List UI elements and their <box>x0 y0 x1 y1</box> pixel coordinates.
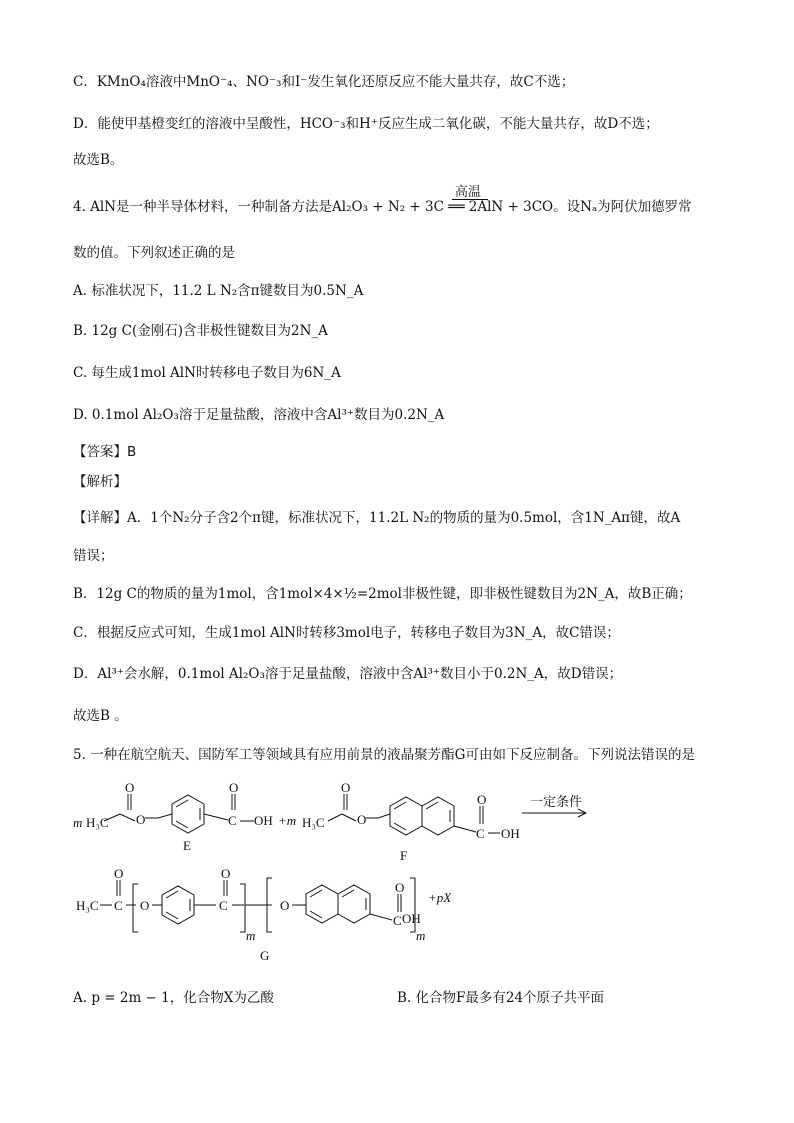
q4-reaction-condition: 高温 <box>455 185 482 200</box>
methyl-f: H₃C <box>302 815 325 830</box>
detail-a-continued: 错误； <box>73 548 114 564</box>
option-d-previous: D．能使甲基橙变红的溶液中呈酸性，HCO⁻₃和H⁺反应生成二氧化碳，不能大量共存，故D不选； <box>73 116 659 132</box>
q5-stem: 5. 一种在航空航天、国防军工等领域具有应用前景的液晶聚芳酯G可由如下反应制备。下列说法错误的是 <box>73 747 695 763</box>
q5-option-a: A. p = 2m − 1，化合物X为乙酸 <box>73 990 274 1006</box>
analysis-label: 【解析】 <box>73 474 127 490</box>
choose-answer: 故选B 。 <box>73 708 128 724</box>
carbon-g3: C <box>393 913 402 928</box>
compound-label-f: F <box>400 848 408 863</box>
option-c-previous: C．KMnO₄溶液中MnO⁻₄、NO⁻₃和I⁻发生氧化还原反应不能大量共存，故C不选； <box>73 74 575 90</box>
plus-m: +m <box>278 813 297 828</box>
ester-o-e: O <box>136 812 146 827</box>
q5-option-b: B. 化合物F最多有24个原子共平面 <box>397 990 605 1006</box>
methyl-g: H₃C <box>76 898 99 913</box>
repeat-m-2: m <box>416 928 426 943</box>
carbon-g1: C <box>114 898 123 913</box>
carbonyl-o-f1: O <box>341 780 351 795</box>
reaction-condition: 一定条件 <box>530 794 583 809</box>
detail-b: B．12g C的物质的量为1mol，含1mol×4×½=2mol非极性键，即非极性键数目为2N_A，故B正确； <box>73 586 692 602</box>
compound-label-g: G <box>260 948 270 963</box>
carbonyl-o-f2: O <box>477 792 487 807</box>
carbonyl-o-g1: O <box>114 866 124 881</box>
carbonyl-o-e1: O <box>125 780 135 795</box>
q4-option-b: B. 12g C(金刚石)含非极性键数目为2N_A <box>73 323 328 339</box>
q4-option-a: A. 标准状况下，11.2 L N₂含π键数目为0.5N_A <box>73 283 364 299</box>
carbonyl-o-g2: O <box>221 866 231 881</box>
carbon-e: C <box>228 813 237 828</box>
reaction-scheme <box>0 780 794 980</box>
ester-o-f: O <box>357 812 367 827</box>
q4-option-d: D. 0.1mol Al₂O₃溶于足量盐酸，溶液中含Al³⁺数目为0.2N_A <box>73 407 445 423</box>
carbon-f: C <box>476 826 485 841</box>
q4-option-c: C. 每生成1mol AlN时转移电子数目为6N_A <box>73 365 341 381</box>
repeat-m-1: m <box>246 928 256 943</box>
methyl-e: H₃C <box>86 815 109 830</box>
hydroxyl-f: OH <box>501 826 520 841</box>
carbon-g2: C <box>219 898 228 913</box>
coefficient-m-e: m <box>73 815 83 830</box>
hydroxyl-e: OH <box>254 813 273 828</box>
carbonyl-o-e2: O <box>229 780 239 795</box>
detail-d: D．Al³⁺会水解，0.1mol Al₂O₃溶于足量盐酸，溶液中含Al³⁺数目小于0.2N_A，故D错误； <box>73 666 623 682</box>
carbonyl-o-g3: O <box>395 880 405 895</box>
plus-px: +pX <box>428 890 452 905</box>
detail-a: 【详解】A．1个N₂分子含2个π键，标准状况下，11.2L N₂的物质的量为0.5mol，含1N_Aπ键，故A <box>73 510 681 526</box>
compound-label-e: E <box>183 838 191 853</box>
q4-stem-line1: 4. AlN是一种半导体材料，一种制备方法是Al₂O₃ + N₂ + 3C ══ 2AlN + 3CO。设Nₐ为阿伏加德罗常 <box>73 199 692 215</box>
ester-o-g1: O <box>140 898 150 913</box>
q4-stem-line2: 数的值。下列叙述正确的是 <box>73 245 235 261</box>
hydroxyl-g: OH <box>402 911 421 926</box>
ester-o-g2: O <box>280 898 290 913</box>
choose-previous: 故选B。 <box>73 152 124 168</box>
condition-equal-line <box>452 199 488 200</box>
answer-label: 【答案】B <box>73 444 137 460</box>
detail-c: C．根据反应式可知，生成1mol AlN时转移3mol电子，转移电子数目为3N_A，故C错误； <box>73 625 620 641</box>
